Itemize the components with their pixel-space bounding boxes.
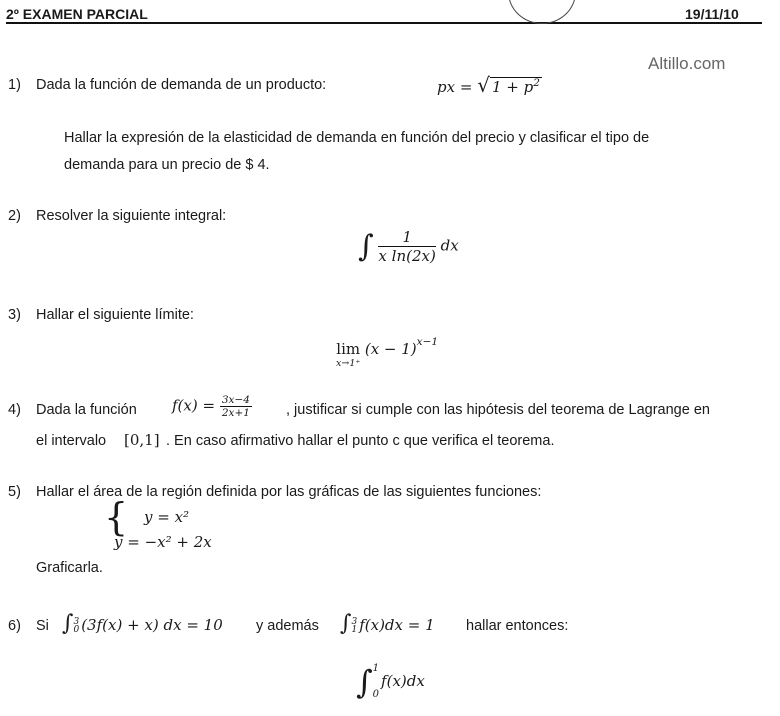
decorative-arc: [508, 0, 576, 24]
problem-6-and-also: y además: [256, 618, 319, 634]
problem-5-equation-1: y = x²: [144, 508, 190, 526]
problem-5-graph-instruction: Graficarla.: [36, 560, 103, 576]
problem-5-number: 5): [8, 484, 21, 500]
problem-1-body-line-2: demanda para un precio de $ 4.: [64, 157, 270, 173]
header-rule: [6, 22, 762, 24]
problem-6-find: hallar entonces:: [466, 618, 569, 634]
problem-4-lead: Dada la función: [36, 402, 137, 418]
problem-4-interval-post: . En caso afirmativo hallar el punto c que verifica el teorema.: [166, 433, 555, 449]
problem-6-number: 6): [8, 618, 21, 634]
problem-5-brace: {: [104, 495, 129, 539]
problem-1-body-line-1: Hallar la expresión de la elasticidad de demanda en función del precio y clasificar el tipo de: [64, 130, 650, 146]
problem-2-lead: Resolver la siguiente integral:: [36, 208, 227, 224]
problem-1-formula: px = √ $1 + p^2$: [437, 73, 540, 97]
problem-6-integral-2: ∫ 3 1 f(x)dx = 1: [340, 611, 435, 636]
problem-3-limit: lim x→1⁺ $(x - 1)^{x-1}$: [336, 336, 439, 369]
problem-3-lead: Hallar el siguiente límite:: [36, 307, 194, 323]
problem-4-interval-pre: el intervalo: [36, 433, 107, 449]
problem-1-lead: Dada la función de demanda de un producto:: [36, 77, 327, 93]
problem-6-integral-1: ∫ 3 0 (3f(x) + x) dx = 10: [62, 611, 223, 636]
problem-4-number: 4): [8, 402, 21, 418]
problem-2-number: 2): [8, 208, 21, 224]
problem-5-equation-2: y = −x² + 2x: [114, 533, 212, 551]
problem-1-number: 1): [8, 77, 21, 93]
problem-4-function: f(x) = $\frac{3x-4}{2x+1}$: [172, 394, 250, 419]
problem-3-number: 3): [8, 307, 21, 323]
problem-4-statement: , justificar si cumple con las hipótesis del teorema de Lagrange en: [286, 402, 710, 418]
exam-title: 2º EXAMEN PARCIAL: [6, 6, 148, 22]
problem-6-si: Si: [36, 618, 49, 634]
problem-5-lead: Hallar el área de la región definida por las gráficas de las siguientes funciones:: [36, 484, 542, 500]
brand-watermark: Altillo.com: [648, 54, 726, 73]
problem-6-integral-3: ∫ 1 0 f(x)dx: [356, 663, 425, 701]
exam-date: 19/11/10: [685, 6, 739, 22]
problem-4-interval: [0,1]: [124, 431, 160, 449]
problem-2-integral: ∫ $\frac{1}{\text{x ln(2x)}}$ dx: [358, 228, 459, 265]
